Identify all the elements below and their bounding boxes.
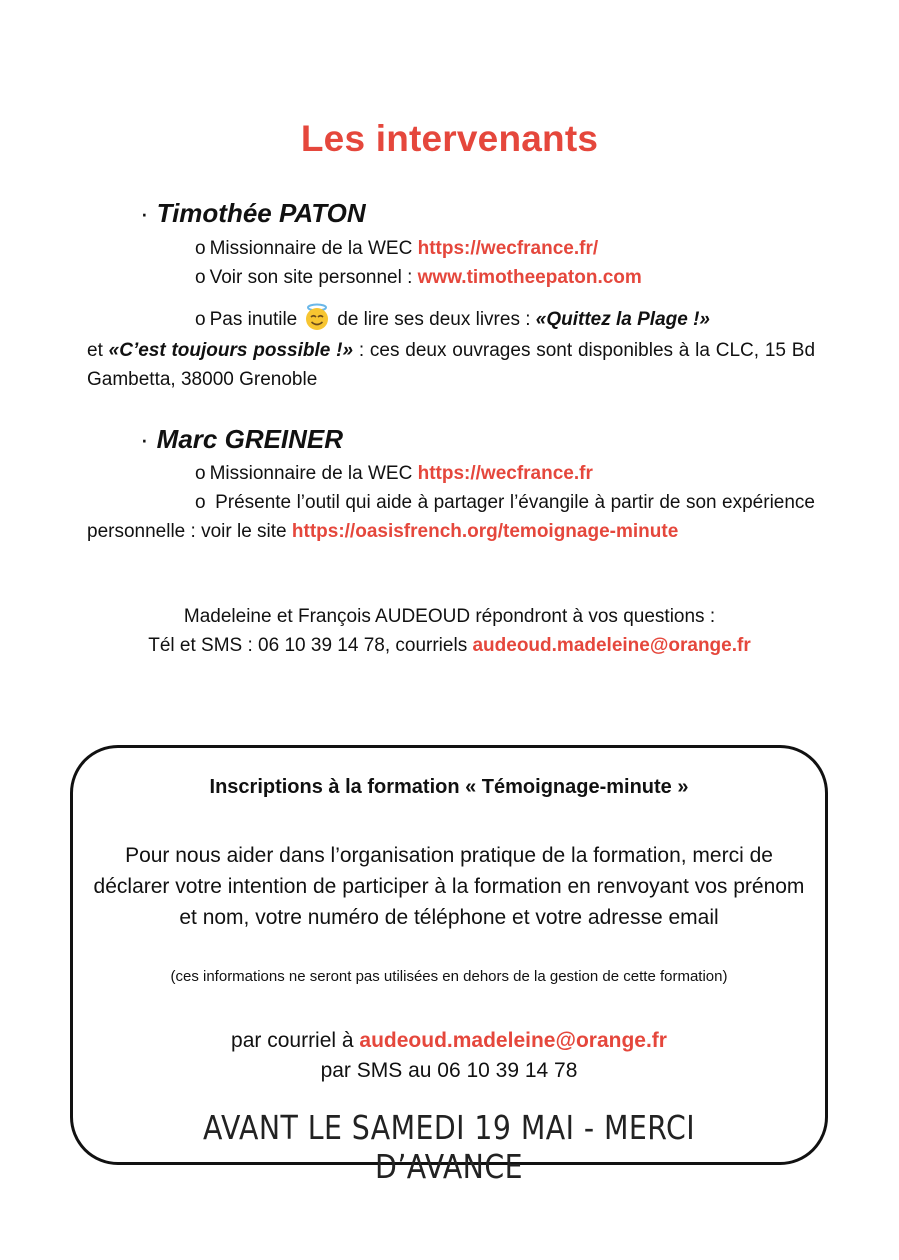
book-title-1: «Quittez la Plage !» bbox=[535, 309, 711, 330]
speaker-2-item-1: o Missionnaire de la WEC https://wecfrance.fr bbox=[195, 463, 593, 484]
speaker-name-1: · Timothée PATON bbox=[140, 198, 366, 228]
registration-email-link[interactable]: audeoud.madeleine@orange.fr bbox=[359, 1029, 667, 1052]
speaker-2-paragraph: o Présente l’outil qui aide à partager l’évangile à partir de son expérience personnelle : voir le site https://oasisfrench.org/temoignage-minute bbox=[87, 492, 815, 542]
speaker-1-continuation: et «C’est toujours possible !» : ces deux ouvrages sont disponibles à la CLC, 15 Bd Gambetta, 38000 Grenoble bbox=[87, 340, 816, 390]
bullet: · bbox=[140, 198, 149, 228]
speaker-name-2: · Marc GREINER bbox=[140, 424, 344, 454]
contact-email-link[interactable]: audeoud.madeleine@orange.fr bbox=[472, 635, 751, 656]
speaker-1-item-2: o Voir son site personnel : www.timotheepaton.com bbox=[195, 267, 642, 288]
speaker-1-item-1: o Missionnaire de la WEC https://wecfrance.fr/ bbox=[195, 238, 599, 259]
wec-link-2[interactable]: https://wecfrance.fr bbox=[417, 463, 593, 484]
sub-bullet: o bbox=[195, 309, 206, 330]
registration-body: Pour nous aider dans l’organisation pratique de la formation, merci de déclarer votre intention de participer à la formation en renvoyant vos prénom et nom, votre numéro de téléphone et votre adresse email bbox=[93, 844, 805, 929]
registration-title: Inscriptions à la formation « Témoignage-minute » bbox=[209, 776, 689, 798]
book-title-2: «C’est toujours possible !» bbox=[108, 340, 354, 361]
contact-line-2: Tél et SMS : 06 10 39 14 78, courriels audeoud.madeleine@orange.fr bbox=[148, 635, 751, 656]
bullet: · bbox=[140, 424, 149, 454]
registration-sms: par SMS au 06 10 39 14 78 bbox=[320, 1059, 578, 1082]
contact-line-1: Madeleine et François AUDEOUD répondront à vos questions : bbox=[183, 606, 716, 627]
registration-note: (ces informations ne seront pas utilisées en dehors de la gestion de cette formation) bbox=[170, 968, 728, 985]
registration-box bbox=[70, 745, 828, 1186]
sub-bullet: o bbox=[195, 238, 206, 259]
registration-contact: par courriel à audeoud.madeleine@orange.fr par SMS au 06 10 39 14 78 bbox=[73, 1026, 825, 1086]
smiling-face-with-halo-icon bbox=[303, 303, 331, 331]
wec-link[interactable]: https://wecfrance.fr/ bbox=[417, 238, 599, 259]
oasis-link[interactable]: https://oasisfrench.org/temoignage-minute bbox=[291, 521, 679, 542]
sub-bullet: o bbox=[195, 463, 206, 484]
sub-bullet: o bbox=[195, 267, 206, 288]
sub-bullet: o bbox=[195, 492, 206, 513]
speaker-1-item-3: o Pas inutile de lire ses deux livres : «Quittez la Plage !» bbox=[195, 303, 710, 333]
personal-site-link[interactable]: www.timotheepaton.com bbox=[417, 267, 642, 288]
page-title: Les intervenants bbox=[300, 118, 599, 159]
registration-deadline: AVANT LE SAMEDI 19 MAI - MERCI D’AVANCE bbox=[202, 1108, 696, 1186]
